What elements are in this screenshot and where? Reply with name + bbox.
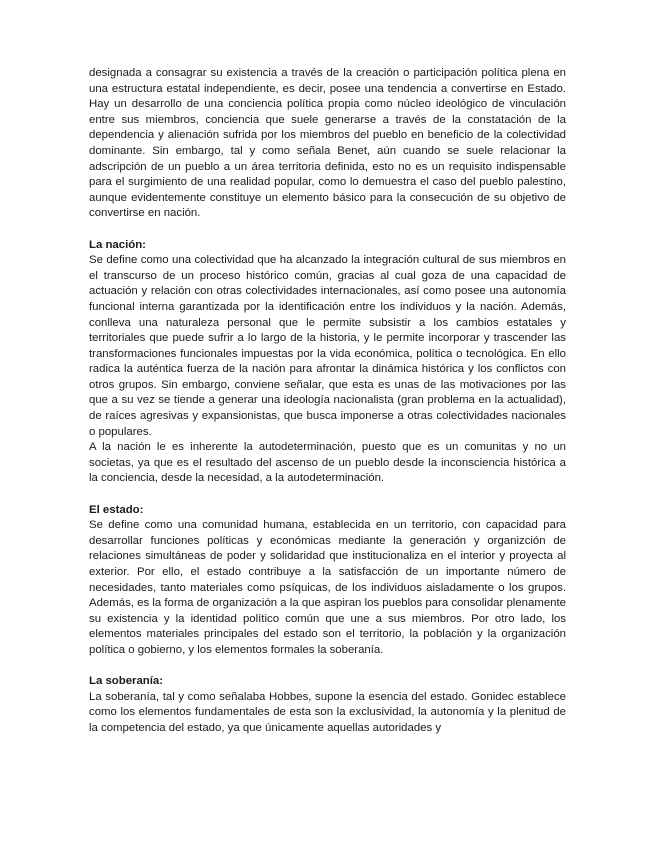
section-heading-nacion: La nación: bbox=[89, 238, 146, 251]
intro-paragraph: designada a consagrar su existencia a través de la creación o participación política plena en una estructura estatal independiente, es decir, posee una tendencia a convertirse en Estado. Hay un desarrollo de una conciencia política propia como núcleo ideológico de vinculación entre sus miembros, conciencia que suele generarse a través de la constatación de la dependencia y alienación sufrida por los miembros del pueblo en beneficio de la colectividad dominante. Sin embargo, tal y como señala Benet, aún cuando se suele relacionar la adscripción de un pueblo a un área territoria definida, esto no es un requisito indispensable para el surgimiento de una realidad popular, como lo demuestra el caso del pueblo palestino, aunque evidentemente constituye un elemento básico para la consecución de su objetivo de convertirse en nación. bbox=[89, 67, 566, 220]
estado-paragraph-1: Se define como una comunidad humana, establecida en un territorio, con capacidad para desarrollar funciones políticas y económicas mediante la generación y organizción de relaciones simultáneas de poder y solidaridad que institucionaliza en el interior y proyecta al exterior. Por ello, el estado contribuye a la satisfacción de un importante número de necesidades, tanto materiales como psíquicas, de los individuos aisladamente o los grupos. Además, es la forma de organización a la que aspiran los pueblos para consolidar plenamente su existencia y la identidad político común que une a sus miembros. Por otro lado, los elementos materiales principales del estado son el territorio, la población y la organización política o gobierno, y los elementos formales la soberanía. bbox=[89, 519, 566, 656]
nacion-paragraph-1: Se define como una colectividad que ha alcanzado la integración cultural de sus miembros en el transcurso de un proceso histórico común, gracias al cual goza de una capacidad de actuación y relación con otras colectividades internacionales, así como posee una autonomía funcional interna garantizada por la identificación entre los individuos y la nación. Además, conlleva una naturaleza personal que le permite subsistir a los cambios estatales y territoriales que puede sufrir a lo largo de la historia, y le permite incorporar y trascender las transformaciones funcionales impuestas por la vida económica, política o tecnológica. En ello radica la auténtica fuerza de la nación para afrontar la dinámica histórica y los conflictos con otros grupos. Sin embargo, conviene señalar, que esta es unas de las motivaciones por las que a su vez se tiende a generar una ideología nacionalista (gran problema en la actualidad), de raíces agresivas y expansionistas, que busca imponerse a otras colectividades nacionales o populares. bbox=[89, 254, 566, 438]
section-heading-soberania: La soberanía: bbox=[89, 675, 164, 688]
document-body bbox=[89, 66, 566, 737]
nacion-paragraph-2: A la nación le es inherente la autodeterminación, puesto que es un comunitas y no un societas, ya que es el resultado del ascenso de un pueblo desde la inconsciencia histórica a la conciencia, desde la necesidad, a la autodeterminación. bbox=[89, 441, 566, 485]
section-heading-estado: El estado: bbox=[89, 503, 144, 516]
soberania-paragraph-1: La soberanía, tal y como señalaba Hobbes, supone la esencia del estado. Gonidec establece como los elementos fundamentales de esta son la exclusividad, la autonomía y la plenitud de la competencia del estado, ya que únicamente aquellas autoridades y bbox=[89, 690, 566, 734]
